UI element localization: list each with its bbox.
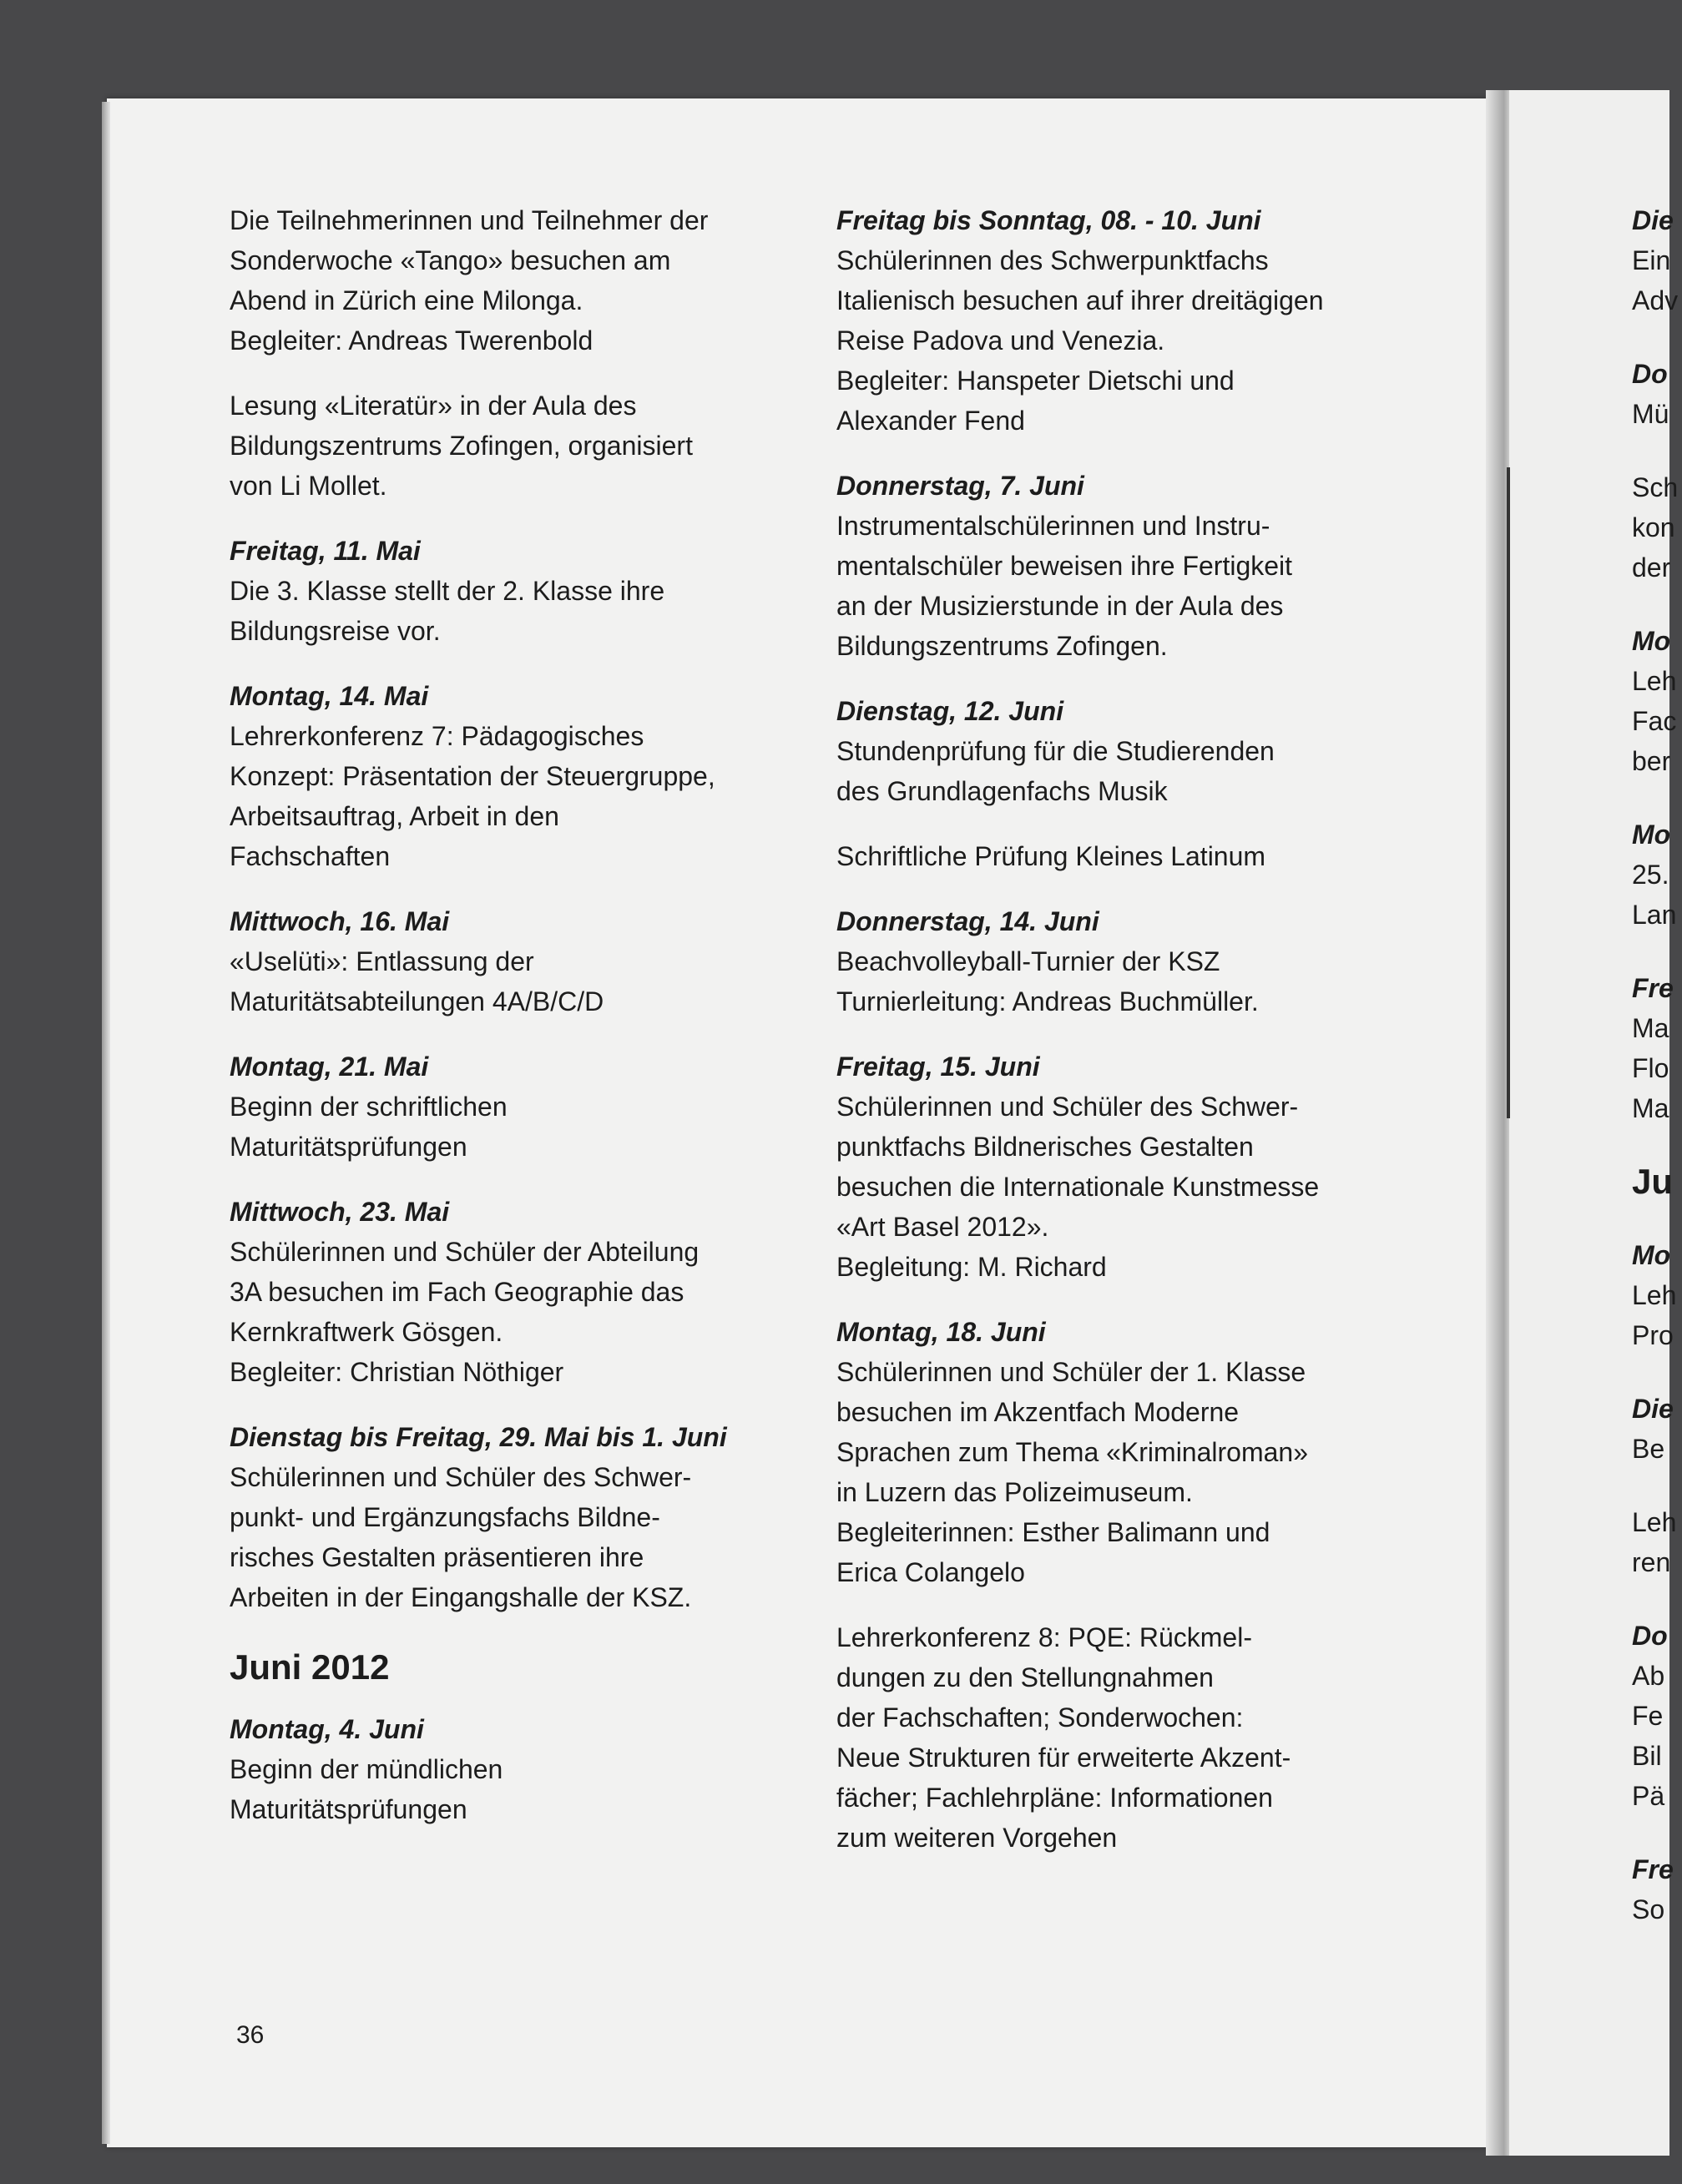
fragment-bold: Do xyxy=(1632,359,1668,389)
fragment-line: Mü xyxy=(1632,399,1669,429)
fragment-line: Leh xyxy=(1632,1280,1677,1310)
fragment-line: Pro xyxy=(1632,1320,1674,1350)
fragment-line: Flo xyxy=(1632,1053,1669,1083)
entry-date: Montag, 21. Mai xyxy=(230,1052,429,1082)
fragment-line: Pä xyxy=(1632,1781,1665,1811)
calendar-entry xyxy=(230,1192,806,1392)
entry-text: Instrumentalschülerinnen und Instru- mentalschüler beweisen ihre Fertigkeit an der Musizierstunde in der Aula des Bildungszentrums Zofingen. xyxy=(836,511,1293,661)
entry-text: Lesung «Literatür» in der Aula des Bildungszentrums Zofingen, organisiert von Li Mollet. xyxy=(230,391,693,501)
next-page-entry xyxy=(1632,467,1682,588)
next-page-entry xyxy=(1632,1502,1682,1582)
calendar-entry xyxy=(836,466,1421,666)
calendar-entry xyxy=(836,691,1421,811)
fragment-line: Leh xyxy=(1632,666,1677,696)
fragment-line: ber xyxy=(1632,746,1671,776)
entry-text: Lehrerkonferenz 7: Pädagogisches Konzept: Präsentation der Steuergruppe, Arbeitsauftrag, Arbeit in den Fachschaften xyxy=(230,721,715,871)
fragment-bold: Mo xyxy=(1632,1240,1671,1270)
fragment-line: Bil xyxy=(1632,1741,1662,1771)
fragment-bold: Do xyxy=(1632,1621,1668,1651)
fragment-bold: Die xyxy=(1632,205,1674,235)
fragment-line: ren xyxy=(1632,1547,1671,1577)
left-column xyxy=(230,200,806,1854)
entry-date: Dienstag, 12. Juni xyxy=(836,696,1064,726)
margin-bar xyxy=(1507,467,1510,1118)
fragment-line: Ma xyxy=(1632,1013,1669,1043)
entry-date: Freitag, 11. Mai xyxy=(230,536,421,566)
fragment-bold: Mo xyxy=(1632,626,1671,656)
calendar-entry xyxy=(230,386,806,506)
entry-text: «Uselüti»: Entlassung der Maturitätsabteilungen 4A/B/C/D xyxy=(230,946,604,1016)
calendar-entry xyxy=(836,200,1421,441)
entry-date: Montag, 4. Juni xyxy=(230,1714,424,1744)
month-heading: Juni 2012 xyxy=(230,1647,390,1687)
entry-date: Mittwoch, 23. Mai xyxy=(230,1197,450,1227)
next-page-entry xyxy=(1632,968,1682,1128)
next-page-entry xyxy=(1632,1235,1682,1355)
entry-date: Montag, 18. Juni xyxy=(836,1317,1046,1347)
entry-date: Mittwoch, 16. Mai xyxy=(230,906,450,936)
calendar-entry xyxy=(836,1047,1421,1287)
calendar-entry xyxy=(836,901,1421,1021)
fragment-bold: Fre xyxy=(1632,1854,1674,1884)
calendar-entry xyxy=(230,1709,806,1829)
entry-text: Schülerinnen des Schwerpunktfachs Italienisch besuchen auf ihrer dreitägigen Reise Padova und Venezia. Begleiter: Hanspeter Dietschi und Alexander Fend xyxy=(836,245,1324,436)
calendar-entry xyxy=(230,676,806,876)
entry-date: Freitag bis Sonntag, 08. - 10. Juni xyxy=(836,205,1261,235)
entry-date: Montag, 14. Mai xyxy=(230,681,429,711)
entry-date: Freitag, 15. Juni xyxy=(836,1052,1040,1082)
fragment-line: 25. xyxy=(1632,860,1669,890)
entry-text: Beginn der schriftlichen Maturitätsprüfungen xyxy=(230,1092,508,1162)
fragment-line: Sch xyxy=(1632,472,1679,502)
entry-date: Donnerstag, 7. Juni xyxy=(836,471,1084,501)
next-page-entry xyxy=(1632,354,1682,434)
fragment-line: Ab xyxy=(1632,1661,1665,1691)
calendar-entry xyxy=(230,901,806,1021)
fragment-line: kon xyxy=(1632,512,1675,542)
fragment-line: Ein xyxy=(1632,245,1671,275)
fragment-line: Fac xyxy=(1632,706,1677,736)
next-page-entry xyxy=(1632,1389,1682,1469)
next-page-column xyxy=(1632,200,1682,1963)
entry-text: Schriftliche Prüfung Kleines Latinum xyxy=(836,841,1266,871)
next-page-entry xyxy=(1632,621,1682,781)
fragment-heading: Ju xyxy=(1632,1162,1674,1201)
calendar-entry xyxy=(230,531,806,651)
entry-text: Schülerinnen und Schüler der Abteilung 3A besuchen im Fach Geographie das Kernkraftwerk Gösgen. Begleiter: Christian Nöthiger xyxy=(230,1237,700,1387)
entry-text: Die Teilnehmerinnen und Teilnehmer der Sonderwoche «Tango» besuchen am Abend in Zürich eine Milonga. Begleiter: Andreas Twerenbold xyxy=(230,205,709,356)
fragment-line: Adv xyxy=(1632,285,1679,315)
entry-text: Lehrerkonferenz 8: PQE: Rückmel- dungen zu den Stellungnahmen der Fachschaften; Sonderwochen: Neue Strukturen für erweiterte Akzent- fächer; Fachlehrpläne: Informationen zum weiteren Vorgehen xyxy=(836,1622,1291,1853)
calendar-entry xyxy=(836,836,1421,876)
entry-date: Donnerstag, 14. Juni xyxy=(836,906,1099,936)
fragment-bold: Mo xyxy=(1632,820,1671,850)
fragment-line: Fe xyxy=(1632,1701,1664,1731)
entry-text: Stundenprüfung für die Studierenden des Grundlagenfachs Musik xyxy=(836,736,1275,806)
entry-date: Dienstag bis Freitag, 29. Mai bis 1. Juni xyxy=(230,1422,727,1452)
fragment-line: Leh xyxy=(1632,1507,1677,1537)
entry-text: Beginn der mündlichen Maturitätsprüfungen xyxy=(230,1754,503,1824)
fragment-line: Ma xyxy=(1632,1093,1669,1123)
next-page-entry xyxy=(1632,815,1682,935)
fragment-bold: Die xyxy=(1632,1394,1674,1424)
calendar-entry xyxy=(836,1312,1421,1592)
entry-text: Schülerinnen und Schüler des Schwer- punktfachs Bildnerisches Gestalten besuchen die Internationale Kunstmesse «Art Basel 2012». Begleitung: M. Richard xyxy=(836,1092,1320,1282)
fragment-line: der xyxy=(1632,552,1671,583)
fragment-line: Be xyxy=(1632,1434,1665,1464)
entry-text: Die 3. Klasse stellt der 2. Klasse ihre Bildungsreise vor. xyxy=(230,576,665,646)
right-column xyxy=(836,200,1421,1883)
calendar-entry xyxy=(230,1047,806,1167)
calendar-entry xyxy=(230,200,806,361)
next-page-entry xyxy=(1632,1162,1682,1202)
next-page-entry xyxy=(1632,200,1682,320)
fragment-line: So xyxy=(1632,1894,1665,1924)
entry-text: Schülerinnen und Schüler des Schwer- punkt- und Ergänzungsfachs Bildne- risches Gestalten präsentieren ihre Arbeiten in der Eingangshalle der KSZ. xyxy=(230,1462,692,1612)
entry-text: Schülerinnen und Schüler der 1. Klasse besuchen im Akzentfach Moderne Sprachen zum Thema «Kriminalroman» in Luzern das Polizeimuseum. Begleiterinnen: Esther Balimann und Erica Colangelo xyxy=(836,1357,1308,1587)
calendar-entry xyxy=(836,1617,1421,1858)
next-page-entry xyxy=(1632,1849,1682,1929)
next-page-entry xyxy=(1632,1616,1682,1816)
entry-text: Beachvolleyball-Turnier der KSZ Turnierleitung: Andreas Buchmüller. xyxy=(836,946,1259,1016)
fragment-bold: Fre xyxy=(1632,973,1674,1003)
calendar-entry xyxy=(230,1417,806,1617)
fragment-line: Lan xyxy=(1632,900,1677,930)
page-number: 36 xyxy=(236,2021,265,2049)
